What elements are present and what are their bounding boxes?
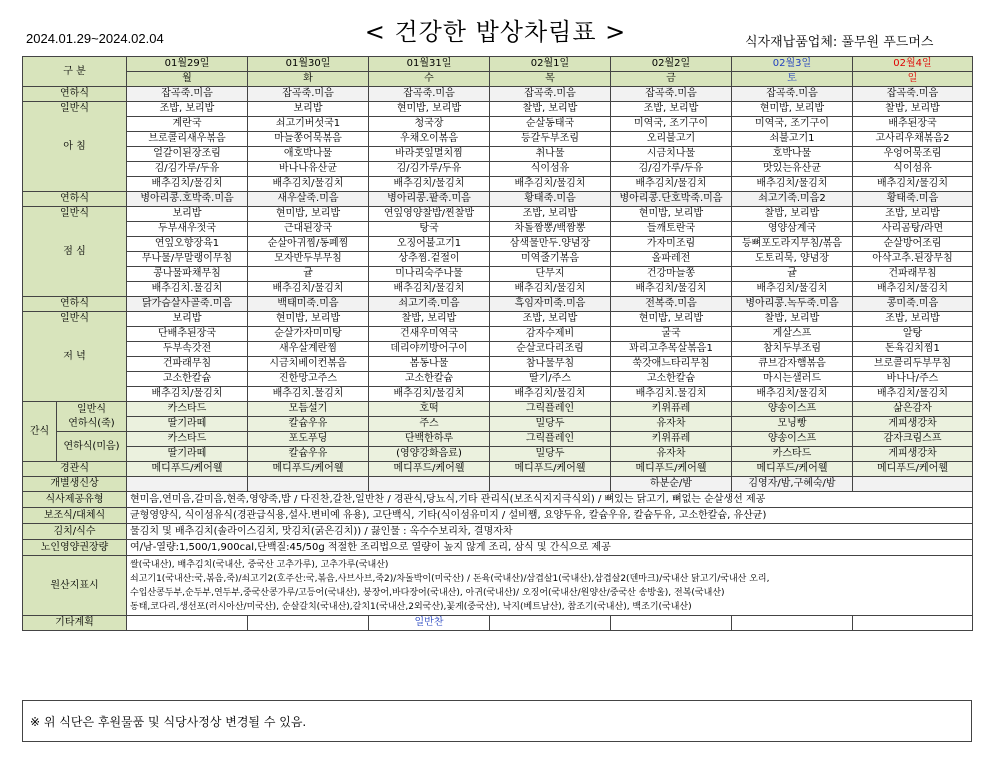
breakfast-menu-item: 순살동태국 <box>490 117 611 132</box>
other-plan-item <box>490 616 611 631</box>
lunch-menu-item: 배추김치/물김치 <box>853 282 973 297</box>
day-date: 02월3일 <box>732 57 853 72</box>
dinner-menu-item: 새우살계란찜 <box>248 342 369 357</box>
breakfast-menu-item: 조밥, 보리밥 <box>611 102 732 117</box>
dinner-soft-item: 전복죽.미음 <box>611 297 732 312</box>
dinner-menu-item: 굴국 <box>611 327 732 342</box>
day-weekday: 화 <box>248 72 369 87</box>
breakfast-menu-item: 김/김가루/두유 <box>369 162 490 177</box>
breakfast-menu-item: 오리불고기 <box>611 132 732 147</box>
snack-item: 딸기라떼 <box>127 417 248 432</box>
snack-item: 모듬설기 <box>248 402 369 417</box>
lunch-menu-item: 배추김치.물김치 <box>127 282 248 297</box>
breakfast-menu-item: 배추김치/물김치 <box>369 177 490 192</box>
dinner-menu-item: 건파래무침 <box>127 357 248 372</box>
tube-feed-item: 메디푸드/케어웰 <box>853 462 973 477</box>
info-text: 균형영양식, 식이섬유식(경관급식용,설사.변비예 유용), 고단백식, 기타(식이섬유미지 / 설비쨈, 요양두유, 칼슘우유, 칼슘두유, 고소한칼슘, 유산균) <box>127 508 973 524</box>
birthday-item <box>248 477 369 492</box>
snack-item: 유자차 <box>611 417 732 432</box>
snack-item: 카스타드 <box>127 402 248 417</box>
lunch-menu-item: 탕국 <box>369 222 490 237</box>
dinner-menu-item: 고소한칼슘 <box>369 372 490 387</box>
breakfast-menu-item: 김/김가루/두유 <box>611 162 732 177</box>
lunch-menu-item: 등뼈포도라지무침/볶음 <box>732 237 853 252</box>
lunch-menu-item: 가자미조림 <box>611 237 732 252</box>
day-date: 01월29일 <box>127 57 248 72</box>
dinner-general-label: 일반식 <box>60 313 89 324</box>
dinner-menu-item: 현미밥, 보리밥 <box>248 312 369 327</box>
lunch-menu-item: 도토리묵, 양념장 <box>732 252 853 267</box>
breakfast-menu-item: 호박나물 <box>732 147 853 162</box>
lunch-menu-item: 현미밥, 보리밥 <box>611 207 732 222</box>
lunch-menu-item: 근대된장국 <box>248 222 369 237</box>
dinner-menu-item: 배추김치/물김치 <box>127 387 248 402</box>
breakfast-menu-item: 미역국, 조기구이 <box>732 117 853 132</box>
snack-item: 밀당두 <box>490 447 611 462</box>
dinner-menu-item: 시금치베이컨볶음 <box>248 357 369 372</box>
origin-text <box>127 556 973 616</box>
dinner-menu-item: 배추김치.물김치 <box>611 387 732 402</box>
supplier-label: 식자재납품업체: 풀무원 푸드머스 <box>745 35 934 50</box>
dinner-menu-item: 조밥, 보리밥 <box>490 312 611 327</box>
lunch-menu-item: 상추찜.겉절이 <box>369 252 490 267</box>
info-text: 여/남-열량:1,500/1,900cal,단백질:45/50g 적절한 조리법으로 열량이 높지 않게 조리, 삼식 및 간식으로 제공 <box>127 540 973 556</box>
snack-item: 딸기라떼 <box>127 447 248 462</box>
dinner-soft-item: 콩미죽.미음 <box>853 297 973 312</box>
dinner-menu-item: 진한망고주스 <box>248 372 369 387</box>
info-label: 노인영양권장량 <box>23 540 127 556</box>
lunch-menu-item: 배추김치/물김치 <box>732 282 853 297</box>
breakfast-menu-item: 배추된장국 <box>853 117 973 132</box>
breakfast-menu-item: 김/김가루/두유 <box>127 162 248 177</box>
lunch-soft-item: 병아리콩.호박죽.미음 <box>127 192 248 207</box>
dinner-menu-item: 딸기/주스 <box>490 372 611 387</box>
dinner-menu-item: 참치두부조림 <box>732 342 853 357</box>
dinner-menu-item: 찰밥, 보리밥 <box>369 312 490 327</box>
breakfast-meal-name: 아 침 <box>63 140 86 152</box>
birthday-label: 개별생신상 <box>23 477 127 492</box>
info-label: 식사제공유형 <box>23 492 127 508</box>
lunch-menu-item: 단무지 <box>490 267 611 282</box>
breakfast-menu-item: 식이섬유 <box>490 162 611 177</box>
snack-item: 게피생강차 <box>853 447 973 462</box>
breakfast-menu-item: 미역국, 조기구이 <box>611 117 732 132</box>
breakfast-menu-item: 배추김치/물김치 <box>127 177 248 192</box>
lunch-menu-item: 삼색물만두.양념장 <box>490 237 611 252</box>
birthday-item <box>853 477 973 492</box>
dinner-soft-label: 연하식 <box>23 297 127 312</box>
snack-general-label-1: 일반식 <box>77 404 106 415</box>
day-weekday: 월 <box>127 72 248 87</box>
dinner-menu-item: 알탕 <box>853 327 973 342</box>
breakfast-menu-item: 배추김치/물김치 <box>611 177 732 192</box>
snack-general-label <box>57 402 127 432</box>
day-date: 02월2일 <box>611 57 732 72</box>
lunch-soft-label: 연하식 <box>23 192 127 207</box>
info-text: 물김치 및 배추김치(솔라이스김치, 맛김치(굵은김치)) / 끓인물 : 옥수수보리차, 결명자차 <box>127 524 973 540</box>
breakfast-menu-item: 배추김치/물김치 <box>732 177 853 192</box>
lunch-menu-item: 보리밥 <box>127 207 248 222</box>
lunch-meal-name: 점 심 <box>63 245 86 257</box>
day-weekday: 토 <box>732 72 853 87</box>
snack-item: 단백한하루 <box>369 432 490 447</box>
lunch-menu-item: 건강마늘쫑 <box>611 267 732 282</box>
snack-label: 간식 <box>23 402 57 462</box>
breakfast-menu-item: 계란국 <box>127 117 248 132</box>
breakfast-soft-item: 잡곡죽.미음 <box>248 87 369 102</box>
day-date: 01월31일 <box>369 57 490 72</box>
breakfast-soft-item: 잡곡죽.미음 <box>853 87 973 102</box>
lunch-menu-item: 귤 <box>248 267 369 282</box>
dinner-soft-item: 병아리콩.녹두죽.미음 <box>732 297 853 312</box>
dinner-menu-item: 게살스프 <box>732 327 853 342</box>
lunch-menu-item: 순살아귀찜/동폐찜 <box>248 237 369 252</box>
tube-feed-item: 메디푸드/케어웰 <box>611 462 732 477</box>
breakfast-soft-item: 잡곡죽.미음 <box>611 87 732 102</box>
snack-item: 포도푸딩 <box>248 432 369 447</box>
other-plan-item: 일반찬 <box>369 616 490 631</box>
dinner-menu-item: 보리밥 <box>127 312 248 327</box>
lunch-soft-item: 쇠고기죽.미음2 <box>732 192 853 207</box>
dinner-menu-item: 참나물무침 <box>490 357 611 372</box>
lunch-soft-item: 황태죽.미음 <box>853 192 973 207</box>
breakfast-menu-item: 찰밥, 보리밥 <box>853 102 973 117</box>
dinner-menu-item: 건새우미역국 <box>369 327 490 342</box>
breakfast-menu-item: 바라콧잎멸치찜 <box>369 147 490 162</box>
breakfast-menu-item: 조밥, 보리밥 <box>127 102 248 117</box>
breakfast-menu-item: 시금치나물 <box>611 147 732 162</box>
lunch-menu-item: 현미밥, 보리밥 <box>248 207 369 222</box>
birthday-item <box>127 477 248 492</box>
breakfast-menu-item: 쇠불고기1 <box>732 132 853 147</box>
lunch-menu-item: 배추김치/물김치 <box>611 282 732 297</box>
dinner-menu-item: 배추김치/물김치 <box>853 387 973 402</box>
day-date: 02월4일 <box>853 57 973 72</box>
dinner-menu-item: 고소한칼슘 <box>127 372 248 387</box>
tube-feed-label: 경관식 <box>23 462 127 477</box>
tube-feed-item: 메디푸드/케어웰 <box>248 462 369 477</box>
dinner-menu-item: 찰밥, 보리밥 <box>732 312 853 327</box>
origin-line: 수입산콩두부,순두부,연두부,중국산콩가루/고등어(국내산), 붕장어,바다장어(국내산), 아귀(국내산)/ 오징어(국내산/원양산/중국산 송방울), 전복(국내산) <box>130 587 725 598</box>
breakfast-menu-item: 등갈두부조림 <box>490 132 611 147</box>
breakfast-menu-item: 우채오이볶음 <box>369 132 490 147</box>
dinner-menu-item: 고소한칼슘 <box>611 372 732 387</box>
snack-item: 카스타드 <box>732 447 853 462</box>
breakfast-menu-item: 바나나유산균 <box>248 162 369 177</box>
other-plan-item <box>611 616 732 631</box>
breakfast-soft-label: 연하식 <box>23 87 127 102</box>
snack-item: 칼슘우유 <box>248 417 369 432</box>
info-label: 보조식/대체식 <box>23 508 127 524</box>
day-date: 02월1일 <box>490 57 611 72</box>
lunch-soft-item: 병아리콩.단호박죽.미음 <box>611 192 732 207</box>
lunch-menu-item: 미나리숙주나물 <box>369 267 490 282</box>
dinner-menu-item: 배추김치/물김치 <box>732 387 853 402</box>
breakfast-menu-item: 애호박나물 <box>248 147 369 162</box>
tube-feed-item: 메디푸드/케어웰 <box>127 462 248 477</box>
snack-item: (영양강화음료) <box>369 447 490 462</box>
dinner-menu-item: 배추김치/물김치 <box>369 387 490 402</box>
snack-item: 그릭플레인 <box>490 402 611 417</box>
dinner-soft-item: 닭가슴살사골죽.미음 <box>127 297 248 312</box>
dinner-menu-item: 두부속갓전 <box>127 342 248 357</box>
dinner-meal-name: 저 녁 <box>63 350 86 362</box>
lunch-menu-item: 연잎영양찰밥/찐찰밥 <box>369 207 490 222</box>
lunch-menu-item: 찰밥, 보리밥 <box>732 207 853 222</box>
lunch-menu-item: 배추김치/물김치 <box>248 282 369 297</box>
birthday-item <box>369 477 490 492</box>
breakfast-menu-item: 현미밥, 보리밥 <box>369 102 490 117</box>
breakfast-menu-item: 맛있는유산균 <box>732 162 853 177</box>
lunch-menu-item: 배추김치/물김치 <box>369 282 490 297</box>
dinner-menu-item: 배추김치/물김치 <box>490 387 611 402</box>
other-plan-item <box>248 616 369 631</box>
snack-item: 양송이스프 <box>732 432 853 447</box>
other-plan-item <box>853 616 973 631</box>
lunch-soft-item: 황태죽.미음 <box>490 192 611 207</box>
lunch-menu-item: 연잎오향장육1 <box>127 237 248 252</box>
day-weekday: 일 <box>853 72 973 87</box>
snack-item: 유자차 <box>611 447 732 462</box>
snack-item: 감자크림스프 <box>853 432 973 447</box>
snack-item: 키위퓨레 <box>611 402 732 417</box>
breakfast-menu-item: 배추김치/물김치 <box>248 177 369 192</box>
breakfast-menu-item: 현미밥, 보리밥 <box>732 102 853 117</box>
dinner-soft-item: 쇠고기죽.미음 <box>369 297 490 312</box>
dinner-soft-item: 흑임자미죽.미음 <box>490 297 611 312</box>
snack-item: 모닝빵 <box>732 417 853 432</box>
day-weekday: 수 <box>369 72 490 87</box>
dinner-menu-item: 돈육김치찜1 <box>853 342 973 357</box>
dinner-menu-item: 마시는샐러드 <box>732 372 853 387</box>
origin-line: 쌀(국내산), 배추김치(국내산, 중국산 고추가루), 고추가루(국내산) <box>130 559 389 570</box>
footnote: ※ 위 식단은 후원물품 및 식당사정상 변경될 수 있음. <box>30 715 307 729</box>
breakfast-menu-item: 배추김치/물김치 <box>490 177 611 192</box>
snack-mium-label: 연하식(미음) <box>57 432 127 462</box>
lunch-meal-label <box>23 207 127 297</box>
lunch-menu-item: 배추김치/물김치 <box>490 282 611 297</box>
lunch-menu-item: 귤 <box>732 267 853 282</box>
snack-item: 호떡 <box>369 402 490 417</box>
snack-item: 그릭플레인 <box>490 432 611 447</box>
breakfast-menu-item: 취나물 <box>490 147 611 162</box>
date-range: 2024.01.29~2024.02.04 <box>26 31 164 46</box>
lunch-menu-item: 조밥, 보리밥 <box>853 207 973 222</box>
tube-feed-item: 메디푸드/케어웰 <box>490 462 611 477</box>
other-plan-item <box>732 616 853 631</box>
dinner-menu-item: 큐브감자햄볶음 <box>732 357 853 372</box>
breakfast-menu-item: 보리밥 <box>248 102 369 117</box>
dinner-menu-item: 데리야끼방어구이 <box>369 342 490 357</box>
breakfast-soft-item: 잡곡죽.미음 <box>732 87 853 102</box>
dinner-menu-item: 조밥, 보리밥 <box>853 312 973 327</box>
breakfast-menu-item: 고사리우채볶음2 <box>853 132 973 147</box>
lunch-menu-item: 사리곰탕/라면 <box>853 222 973 237</box>
lunch-general-label: 일반식 <box>60 208 89 219</box>
lunch-menu-item: 순살방어조림 <box>853 237 973 252</box>
dinner-menu-item: 단배추된장국 <box>127 327 248 342</box>
lunch-menu-item: 아삭고추.된장무침 <box>853 252 973 267</box>
breakfast-menu-item: 찰밥, 보리밥 <box>490 102 611 117</box>
dinner-soft-item: 백태미죽.미음 <box>248 297 369 312</box>
lunch-menu-item: 모자반두부무침 <box>248 252 369 267</box>
dinner-menu-item: 배추김치.물김치 <box>248 387 369 402</box>
breakfast-menu-item: 쇠고기버섯국1 <box>248 117 369 132</box>
lunch-menu-item: 조밥, 보리밥 <box>490 207 611 222</box>
snack-general-label-2: 연하식(죽) <box>68 417 115 429</box>
info-label: 김치/식수 <box>23 524 127 540</box>
dinner-menu-item: 꽈리고추목살볶음1 <box>611 342 732 357</box>
other-plan-item <box>127 616 248 631</box>
breakfast-soft-item: 잡곡죽.미음 <box>490 87 611 102</box>
lunch-menu-item: 미역줄기볶음 <box>490 252 611 267</box>
lunch-menu-item: 차돌짬뽕/백짬뽕 <box>490 222 611 237</box>
origin-line: 동태,코다리,생선포(러시아산/미국산), 순살갈치(국내산),갈치1(국내산,2외국산),꽃게(중국산), 낙지(베트남산), 참조기(국내산), 백조기(국내산) <box>130 601 692 612</box>
dinner-menu-item: 순살코다리조림 <box>490 342 611 357</box>
breakfast-general-label: 일반식 <box>60 103 89 114</box>
breakfast-menu-item: 브로콜리새우볶음 <box>127 132 248 147</box>
origin-line: 쇠고기1(국내산:국,볶음,죽)/쇠고기2(호주산:국,볶음,사브사브,죽2)/차돌박이(미국산) / 돈육(국내산)/삼겹살1(국내산),삼겹살2(덴마크)/국내산 닭고기/국내산 오리, <box>130 573 770 584</box>
lunch-soft-item: 병아리콩.팥죽.미음 <box>369 192 490 207</box>
tube-feed-item: 메디푸드/케어웰 <box>732 462 853 477</box>
dinner-menu-item: 현미밥, 보리밥 <box>611 312 732 327</box>
menu-table <box>22 56 973 631</box>
lunch-menu-item: 건파래무침 <box>853 267 973 282</box>
dinner-menu-item: 쑥갓애느타리무침 <box>611 357 732 372</box>
lunch-menu-item: 오징어불고기1 <box>369 237 490 252</box>
dinner-menu-item: 바나나/주스 <box>853 372 973 387</box>
lunch-soft-item: 새우살죽.미음 <box>248 192 369 207</box>
breakfast-menu-item: 배추김치/물김치 <box>853 177 973 192</box>
snack-item: 양송이스프 <box>732 402 853 417</box>
page-title: < 건강한 밥상차림표 > <box>364 18 627 46</box>
breakfast-soft-item: 잡곡죽.미음 <box>127 87 248 102</box>
dinner-menu-item: 순살가자미미탕 <box>248 327 369 342</box>
snack-item: 카스타드 <box>127 432 248 447</box>
breakfast-menu-item: 얼갈이된장조림 <box>127 147 248 162</box>
dinner-menu-item: 브로콜리두부무침 <box>853 357 973 372</box>
lunch-menu-item: 무나물/무말랭이무침 <box>127 252 248 267</box>
breakfast-menu-item: 식이섬유 <box>853 162 973 177</box>
dinner-menu-item: 감자수제비 <box>490 327 611 342</box>
snack-item: 게피생강차 <box>853 417 973 432</box>
breakfast-soft-item: 잡곡죽.미음 <box>369 87 490 102</box>
breakfast-menu-item: 마늘쫑어묵볶음 <box>248 132 369 147</box>
snack-item: 주스 <box>369 417 490 432</box>
category-header: 구 분 <box>23 57 127 87</box>
breakfast-meal-label <box>23 102 127 192</box>
lunch-menu-item: 콩나물파채무침 <box>127 267 248 282</box>
snack-item: 키위퓨레 <box>611 432 732 447</box>
lunch-menu-item: 두부새우젓국 <box>127 222 248 237</box>
other-plan-label: 기타계획 <box>23 616 127 631</box>
lunch-menu-item: 들깨토란국 <box>611 222 732 237</box>
lunch-menu-item: 올파레전 <box>611 252 732 267</box>
dinner-menu-item: 봄동나물 <box>369 357 490 372</box>
birthday-item: 하분순/밤 <box>611 477 732 492</box>
tube-feed-item: 메디푸드/케어웰 <box>369 462 490 477</box>
breakfast-menu-item: 청국장 <box>369 117 490 132</box>
snack-item: 칼슘우유 <box>248 447 369 462</box>
snack-item: 밀당두 <box>490 417 611 432</box>
breakfast-menu-item: 우엉어묵조림 <box>853 147 973 162</box>
day-weekday: 금 <box>611 72 732 87</box>
birthday-item: 김영자/밤,구혜숙/밤 <box>732 477 853 492</box>
dinner-meal-label <box>23 312 127 402</box>
info-text: 현미음,연미음,갈미음,현죽,영양죽,밥 / 다진찬,갈찬,일반찬 / 경관식,당뇨식,기타 관리식(보조식지지극식외) / 뼈있는 닭고기, 뼈없는 순살생선 제공 <box>127 492 973 508</box>
birthday-item <box>490 477 611 492</box>
origin-label: 원산지표시 <box>23 556 127 616</box>
day-weekday: 목 <box>490 72 611 87</box>
day-date: 01월30일 <box>248 57 369 72</box>
snack-item: 삶은감자 <box>853 402 973 417</box>
lunch-menu-item: 영양삼계국 <box>732 222 853 237</box>
